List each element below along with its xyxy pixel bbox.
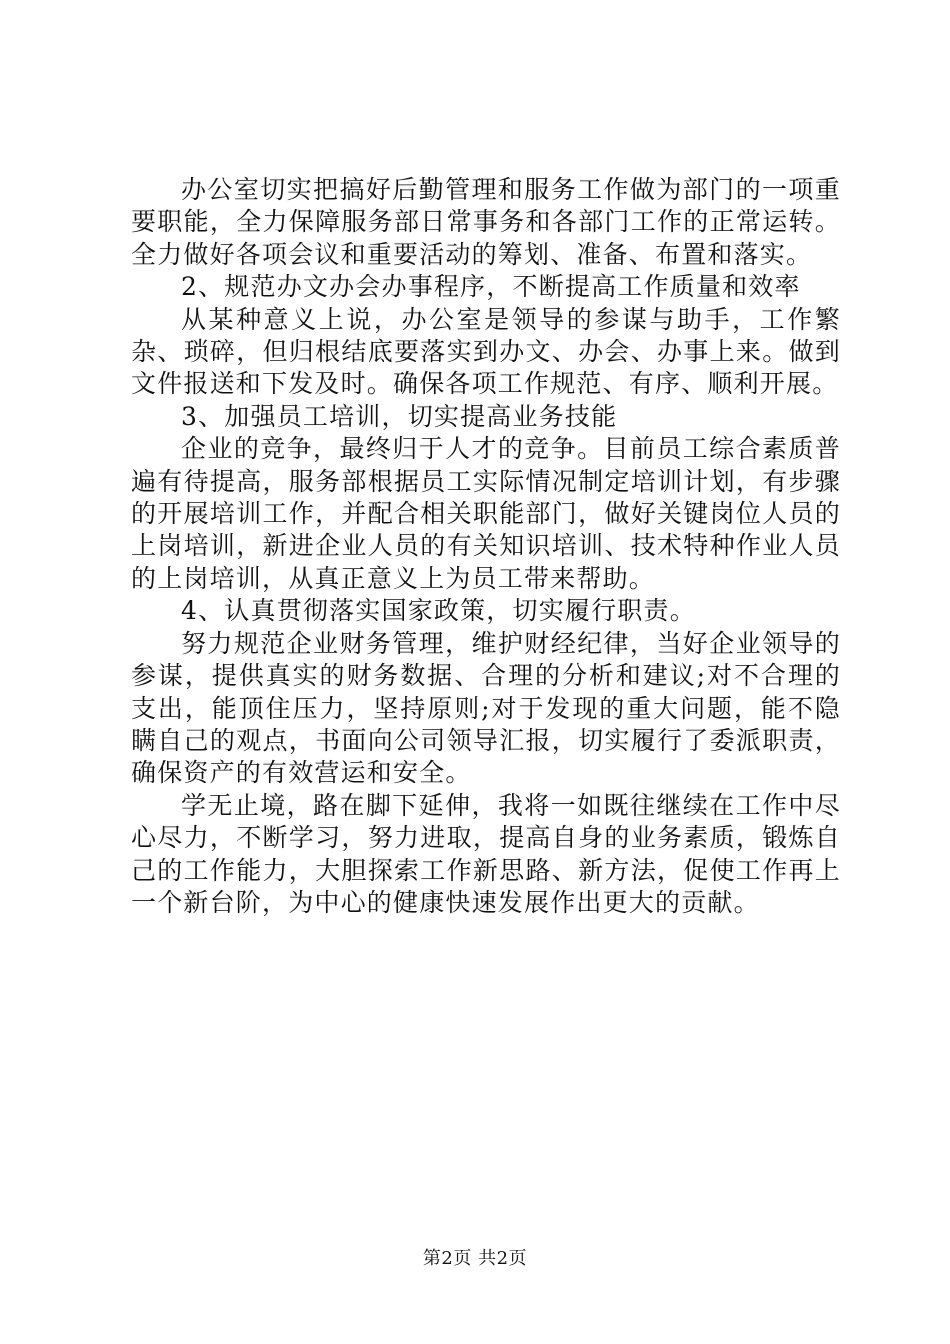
page-footer: 第2页 共2页 [422,1248,528,1269]
body-paragraph: 努力规范企业财务管理，维护财经纪律，当好企业领导的参谋，提供真实的财务数据、合理的分析和建议;对不合理的支出，能顶住压力，坚持原则;对于发现的重大问题，能不隐瞒自己的观点，书面向公司领导汇报，切实履行了委派职责，确保资产的有效营运和安全。 [131,628,841,788]
body-paragraph: 从某种意义上说，办公室是领导的参谋与助手，工作繁杂、琐碎，但归根结底要落实到办文、办会、办事上来。做到文件报送和下发及时。确保各项工作规范、有序、顺利开展。 [131,304,841,399]
section-heading: 2、规范办文办会办事程序，不断提高工作质量和效率 [181,272,801,302]
document-body [131,174,841,919]
section-heading: 3、加强员工培训，切实提高业务技能 [181,401,618,431]
body-paragraph: 办公室切实把搞好后勤管理和服务工作做为部门的一项重要职能，全力保障服务部日常事务和各部门工作的正常运转。全力做好各项会议和重要活动的筹划、准备、布置和落实。 [131,175,841,269]
section-heading: 4、认真贯彻落实国家政策，切实履行职责。 [181,596,696,626]
body-paragraph: 学无止境，路在脚下延伸，我将一如既往继续在工作中尽心尽力，不断学习，努力进取，提高自身的业务素质，锻炼自己的工作能力，大胆探索工作新思路、新方法，促使工作再上一个新台阶，为中心的健康快速发展作出更大的贡献。 [131,790,841,917]
body-paragraph: 企业的竞争，最终归于人才的竞争。目前员工综合素质普遍有待提高，服务部根据员工实际情况制定培训计划，有步骤的开展培训工作，并配合相关职能部门，做好关键岗位人员的上岗培训，新进企业人员的有关知识培训、技术特种作业人员的上岗培训，从真正意义上为员工带来帮助。 [131,434,841,593]
